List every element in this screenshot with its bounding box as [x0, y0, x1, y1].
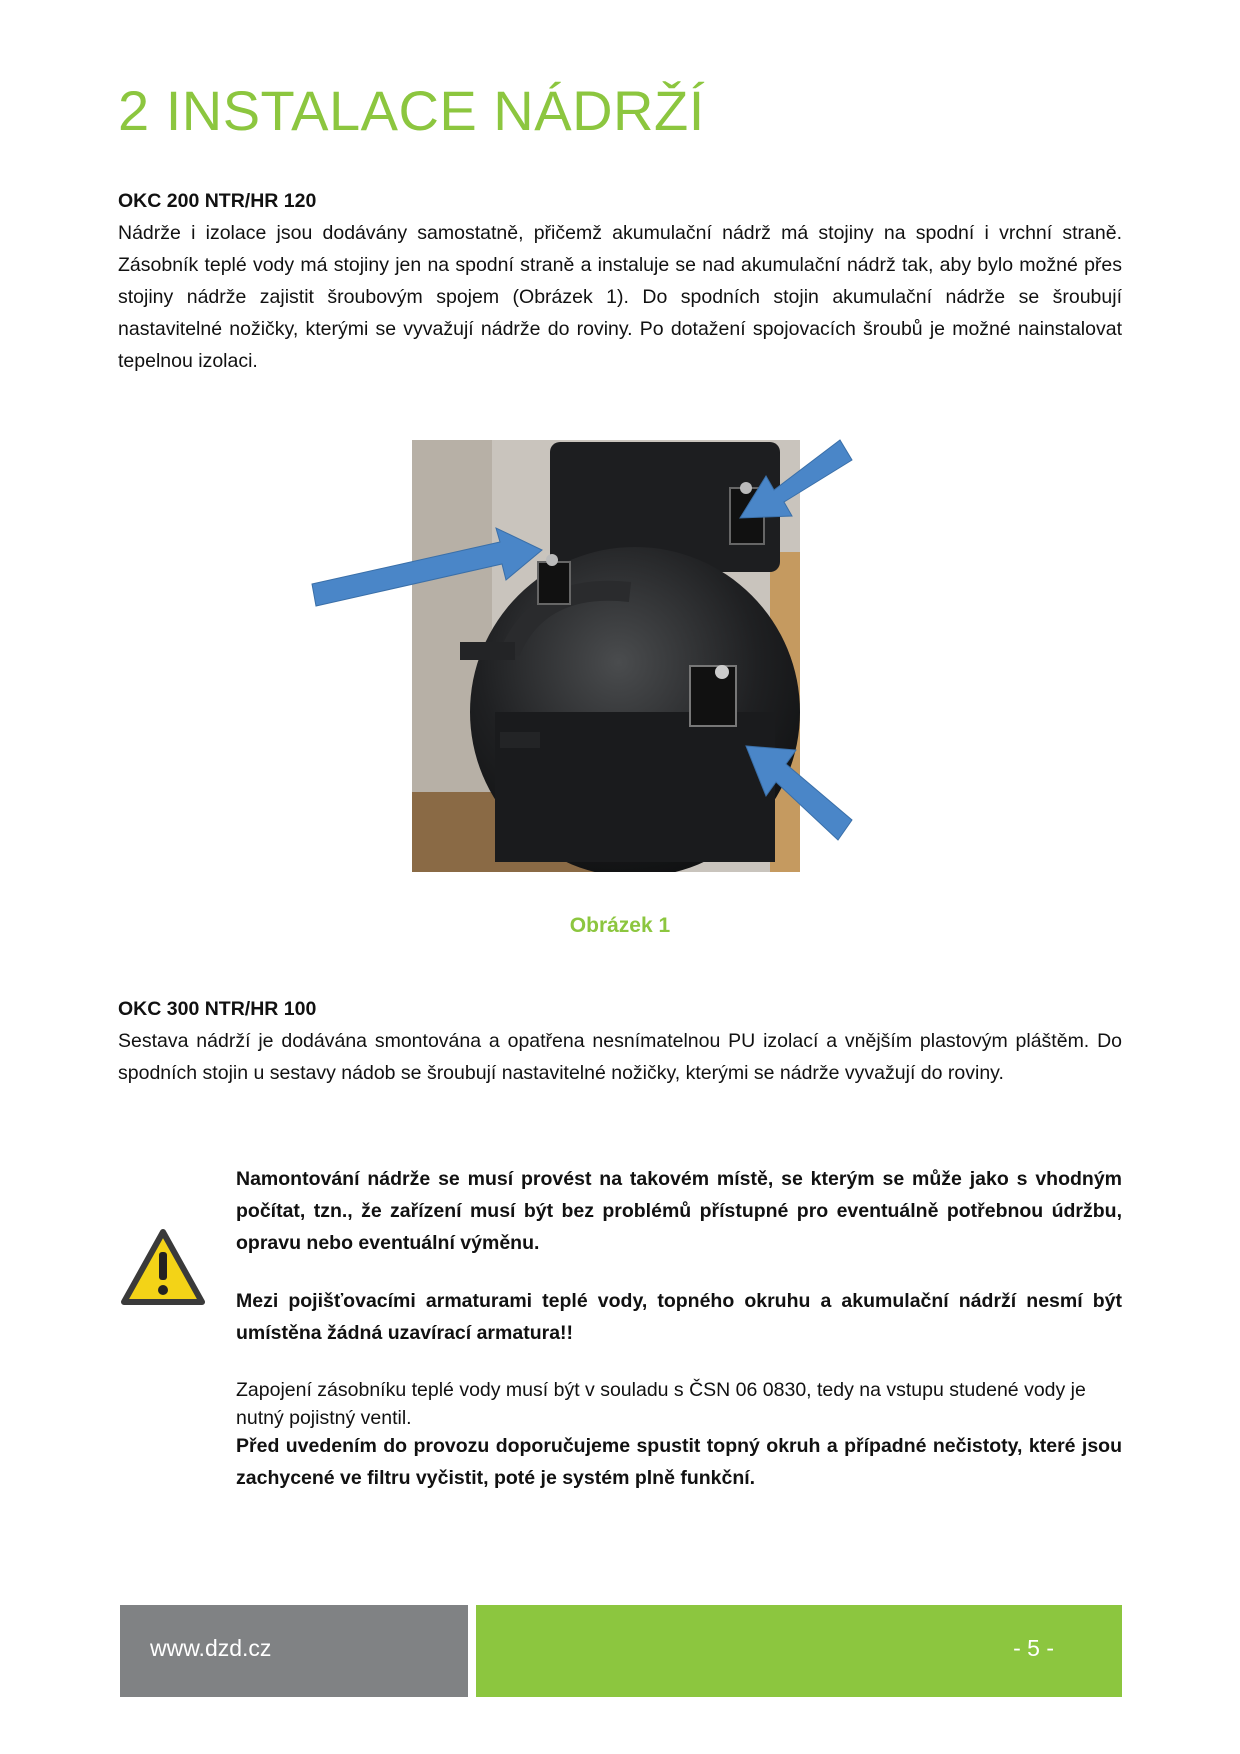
- footer-left-block: [120, 1605, 468, 1697]
- page-title: 2 INSTALACE NÁDRŽÍ: [118, 79, 705, 142]
- section-text-okc300: Sestava nádrží je dodávána smontována a opatřena nesnímatelnou PU izolací a vnějším plastovým pláštěm. Do spodních stojin u sestavy nádob se šroubují nastavitelné nožičky, kterými se nádrže vyvažují do roviny.: [118, 1030, 1122, 1084]
- lower-bracket: [690, 666, 736, 726]
- info-paragraph: Zapojení zásobníku teplé vody musí být v souladu s ČSN 06 0830, tedy na vstupu studené vody je nutný pojistný ventil.: [236, 1379, 1086, 1429]
- footer-url[interactable]: www.dzd.cz: [150, 1635, 272, 1661]
- figure-caption: Obrázek 1: [569, 914, 671, 937]
- section-text-okc200: Nádrže i izolace jsou dodávány samostatně, přičemž akumulační nádrž má stojiny na spodní i vrchní straně. Zásobník teplé vody má stojiny jen na spodní straně a instaluje se nad akumulační nádrž tak, aby bylo možné přes stojiny nádrže zajistit šroubovým spojem (Obrázek 1). Do spodních stojin akumulační nádrže se šroubují nastavitelné nožičky, kterými se vyvažují nádrže do roviny. Po dotažení spojovacích šroubů je možné nainstalovat tepelnou izolaci.: [118, 222, 1122, 372]
- footer-right-block: [476, 1605, 1122, 1697]
- page-number: - 5 -: [1013, 1635, 1054, 1661]
- warning-paragraph-1: Namontování nádrže se musí provést na takovém místě, se kterým se může jako s vhodným počítat, tzn., že zařízení musí být bez problémů přístupné pro eventuálně potřebnou údržbu, opravu nebo eventuální výměnu.: [236, 1168, 1122, 1254]
- warning-paragraph-2: Mezi pojišťovacími armaturami teplé vody, topného okruhu a akumulační nádrží nesmí být umístěna žádná uzavírací armatura!!: [236, 1290, 1122, 1344]
- section-heading-okc300: OKC 300 NTR/HR 100: [118, 998, 317, 1020]
- upper-bracket-left: [538, 562, 570, 604]
- warning-triangle-icon: [120, 1228, 206, 1306]
- section-heading-okc200: OKC 200 NTR/HR 120: [118, 190, 317, 212]
- tank-photo: [300, 432, 940, 872]
- recommendation-paragraph: Před uvedením do provozu doporučujeme spustit topný okruh a případné nečistoty, které jsou zachycené ve filtru vyčistit, poté je systém plně funkční.: [236, 1435, 1122, 1489]
